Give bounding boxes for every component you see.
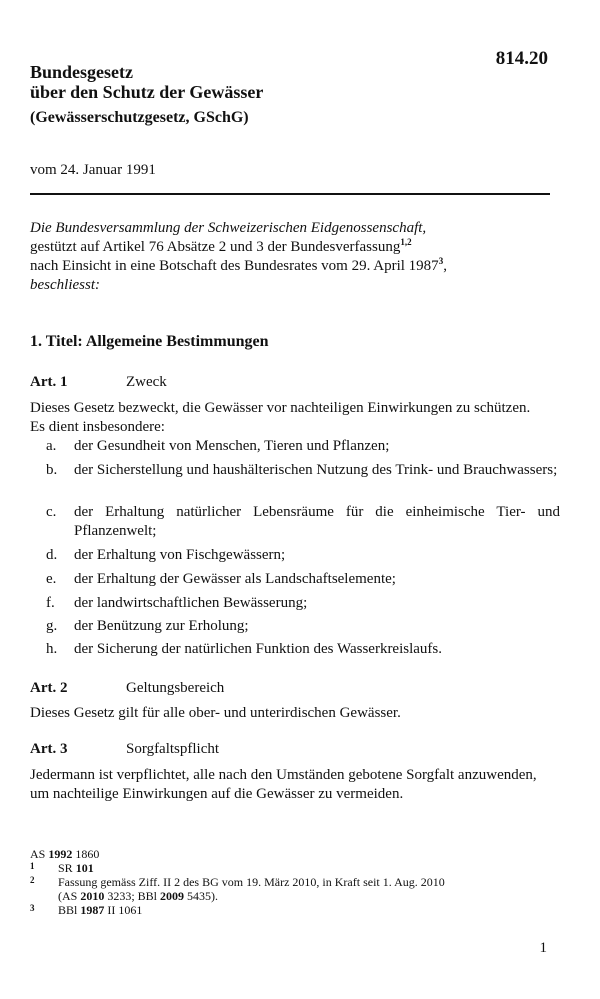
law-date: vom 24. Januar 1991: [30, 162, 156, 178]
list-item-letter: h.: [46, 641, 58, 657]
footnote-2-cont: [30, 889, 570, 903]
article-3-heading: [30, 741, 219, 758]
section-title: 1. Titel: Allgemeine Bestimmungen: [30, 333, 269, 350]
list-item-letter: d.: [46, 547, 58, 563]
article-2-text: Dieses Gesetz gilt für alle ober- und unterirdischen Gewässer.: [30, 705, 401, 721]
article-1-heading: [30, 374, 167, 391]
article-1-title: Zweck: [126, 374, 167, 390]
list-item-letter: c.: [46, 504, 57, 520]
article-3-text: [30, 766, 560, 804]
page-number: 1: [539, 940, 547, 956]
article-2-number: Art. 2: [30, 680, 68, 696]
article-3-text-line2: um nachteilige Einwirkungen auf die Gewässer zu vermeiden.: [30, 786, 404, 802]
list-item-text: der Sicherung der natürlichen Funktion des Wasserkreislaufs.: [74, 641, 443, 657]
article-1-number: Art. 1: [30, 374, 68, 390]
footnote-1-mark: 1: [30, 861, 35, 871]
preamble-line3-end: ,: [443, 258, 447, 274]
list-item-letter: a.: [46, 438, 57, 454]
footnote-ref-1-2[interactable]: 1,2: [400, 237, 412, 247]
footnote-as-text: AS 1992 1860: [30, 847, 100, 861]
law-title: [30, 62, 263, 102]
list-item-text: der Erhaltung von Fischgewässern;: [74, 547, 286, 563]
list-item-text: der Sicherstellung und haushälterischen Nutzung des Trink- und Brauchwassers;: [74, 462, 558, 478]
article-1-text-line2: Es dient insbesondere:: [30, 419, 165, 435]
footnote-3-text: BBl 1987 II 1061: [58, 903, 143, 917]
footnote-1-text: SR 101: [58, 861, 94, 875]
preamble: [30, 219, 560, 295]
preamble-line3-text: nach Einsicht in eine Botschaft des Bundesrates vom 29. April 1987: [30, 258, 439, 274]
article-2-heading: [30, 680, 224, 697]
footnote-ref-3[interactable]: 3: [438, 256, 444, 266]
law-title-line2: über den Schutz der Gewässer: [30, 82, 264, 102]
list-item-text: der landwirtschaftlichen Bewässerung;: [74, 595, 308, 611]
footnote-2-text-line1: Fassung gemäss Ziff. II 2 des BG vom 19. März 2010, in Kraft seit 1. Aug. 2010: [58, 875, 445, 889]
article-1-text: [30, 399, 560, 437]
footnote-3-mark: 3: [30, 903, 35, 913]
law-title-line1: Bundesgesetz: [30, 62, 133, 82]
law-short-title: (Gewässerschutzgesetz, GSchG): [30, 109, 249, 126]
footnote-3: [30, 903, 570, 917]
footnote-2-mark: 2: [30, 875, 35, 885]
article-2-title: Geltungsbereich: [126, 680, 225, 696]
article-3-text-line1: Jedermann ist verpflichtet, alle nach den Umständen gebotene Sorgfalt anzuwenden,: [30, 767, 537, 783]
footnotes: [30, 847, 570, 917]
preamble-line2: [30, 238, 560, 257]
preamble-line2-text: gestützt auf Artikel 76 Absätze 2 und 3 der Bundesverfassung: [30, 239, 401, 255]
list-item-text: der Erhaltung der Gewässer als Landschaftselemente;: [74, 571, 396, 587]
article-3-title: Sorgfaltspflicht: [126, 741, 220, 757]
preamble-line4: beschliesst:: [30, 277, 100, 293]
list-item-text: der Erhaltung natürlicher Lebensräume für die einheimische Tier- und Pflanzenwelt;: [74, 504, 560, 539]
list-item-letter: g.: [46, 618, 58, 634]
footnote-1: [30, 861, 570, 875]
footnote-2: [30, 875, 570, 889]
sr-number: 814.20: [495, 48, 548, 69]
list-item-letter: f.: [46, 595, 55, 611]
list-item-text: der Benützung zur Erholung;: [74, 618, 249, 634]
list-item-letter: b.: [46, 462, 58, 478]
article-1-text-line1: Dieses Gesetz bezweckt, die Gewässer vor nachteiligen Einwirkungen zu schützen.: [30, 400, 531, 416]
footnote-as: [30, 847, 570, 861]
preamble-line3: [30, 257, 560, 276]
list-item-text: der Gesundheit von Menschen, Tieren und Pflanzen;: [74, 438, 390, 454]
list-item-letter: e.: [46, 571, 57, 587]
article-3-number: Art. 3: [30, 741, 68, 757]
footnote-2-text-line2: (AS 2010 3233; BBl 2009 5435).: [58, 889, 219, 903]
header-divider: [30, 193, 550, 195]
preamble-line1: Die Bundesversammlung der Schweizerischen Eidgenossenschaft,: [30, 220, 427, 236]
